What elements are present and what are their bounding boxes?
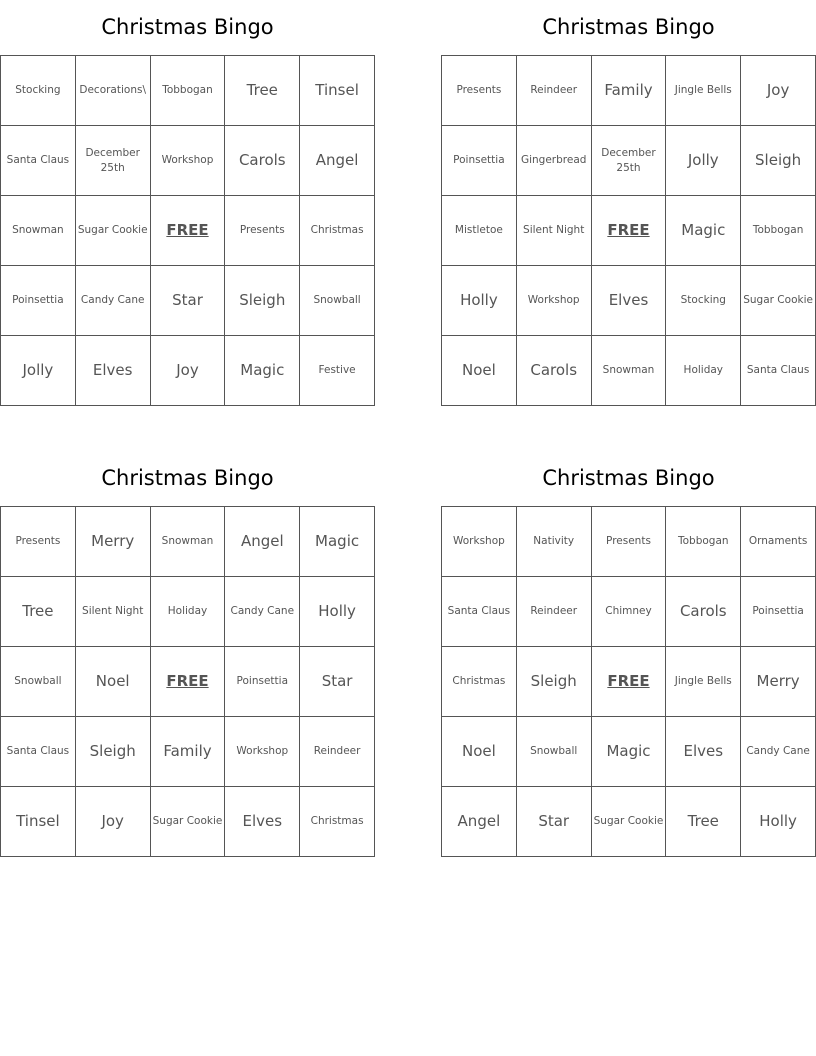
bingo-cell: Jingle Bells — [666, 647, 741, 717]
bingo-cell: Merry — [76, 507, 151, 577]
bingo-cell: Mistletoe — [442, 196, 517, 266]
bingo-cell: Sleigh — [517, 647, 592, 717]
bingo-cell: Star — [517, 787, 592, 857]
bingo-cell: Christmas — [442, 647, 517, 717]
bingo-cell: Noel — [76, 647, 151, 717]
bingo-cell: Candy Cane — [76, 266, 151, 336]
bingo-cell: Magic — [225, 336, 300, 406]
bingo-cell: Family — [151, 717, 226, 787]
bingo-cell: Candy Cane — [741, 717, 816, 787]
bingo-cell: Workshop — [151, 126, 226, 196]
bingo-cell: Elves — [76, 336, 151, 406]
bingo-cell: Poinsettia — [1, 266, 76, 336]
bingo-cell: Poinsettia — [442, 126, 517, 196]
bingo-cell: Tobbogan — [151, 56, 226, 126]
bingo-cell: Christmas — [300, 196, 375, 266]
free-space: FREE — [151, 647, 226, 717]
bingo-cell: Joy — [741, 56, 816, 126]
bingo-cell: December 25th — [76, 126, 151, 196]
bingo-cell: Snowman — [1, 196, 76, 266]
bingo-cell: Snowman — [592, 336, 667, 406]
bingo-cell: Merry — [741, 647, 816, 717]
bingo-cell: Nativity — [517, 507, 592, 577]
bingo-cell: Santa Claus — [1, 126, 76, 196]
bingo-cell: Noel — [442, 336, 517, 406]
bingo-card-3 — [0, 451, 375, 857]
free-space: FREE — [592, 647, 667, 717]
bingo-cell: Poinsettia — [225, 647, 300, 717]
bingo-cell: Elves — [666, 717, 741, 787]
bingo-cell: Tobbogan — [666, 507, 741, 577]
bingo-cell: Star — [300, 647, 375, 717]
bingo-cell: Tinsel — [300, 56, 375, 126]
bingo-cell: Star — [151, 266, 226, 336]
bingo-cell: Holiday — [666, 336, 741, 406]
bingo-cell: Santa Claus — [442, 577, 517, 647]
bingo-cell: Ornaments — [741, 507, 816, 577]
bingo-cell: Presents — [592, 507, 667, 577]
bingo-cell: Snowball — [517, 717, 592, 787]
bingo-cell: Sugar Cookie — [76, 196, 151, 266]
bingo-cell: Stocking — [666, 266, 741, 336]
bingo-cell: Noel — [442, 717, 517, 787]
bingo-cell: Jolly — [666, 126, 741, 196]
bingo-cell: Holly — [442, 266, 517, 336]
bingo-cell: Reindeer — [517, 56, 592, 126]
bingo-cell: Carols — [517, 336, 592, 406]
card-title: Christmas Bingo — [101, 466, 274, 490]
bingo-cell: Silent Night — [76, 577, 151, 647]
bingo-cell: Magic — [300, 507, 375, 577]
free-space: FREE — [151, 196, 226, 266]
card-title: Christmas Bingo — [101, 15, 274, 39]
bingo-cell: Gingerbread — [517, 126, 592, 196]
bingo-cell: Holly — [741, 787, 816, 857]
bingo-grid — [0, 506, 375, 857]
bingo-cell: Tobbogan — [741, 196, 816, 266]
bingo-cell: Tree — [225, 56, 300, 126]
bingo-cell: Sleigh — [76, 717, 151, 787]
bingo-cell: Joy — [76, 787, 151, 857]
bingo-cell: Reindeer — [517, 577, 592, 647]
bingo-cell: Reindeer — [300, 717, 375, 787]
bingo-cell: Decorations\ — [76, 56, 151, 126]
bingo-card-4 — [441, 451, 816, 857]
bingo-cell: Tree — [1, 577, 76, 647]
bingo-cell: Family — [592, 56, 667, 126]
bingo-cell: Angel — [442, 787, 517, 857]
bingo-cell: Snowball — [1, 647, 76, 717]
bingo-cell: Sugar Cookie — [151, 787, 226, 857]
bingo-cell: Carols — [666, 577, 741, 647]
bingo-cell: Tinsel — [1, 787, 76, 857]
bingo-cell: Snowman — [151, 507, 226, 577]
bingo-cell: Jingle Bells — [666, 56, 741, 126]
bingo-cell: Presents — [1, 507, 76, 577]
card-title: Christmas Bingo — [542, 15, 715, 39]
bingo-cell: Magic — [592, 717, 667, 787]
bingo-cell: Snowball — [300, 266, 375, 336]
bingo-cell: Angel — [300, 126, 375, 196]
bingo-cell: Elves — [225, 787, 300, 857]
bingo-cell: Sugar Cookie — [592, 787, 667, 857]
bingo-cell: Joy — [151, 336, 226, 406]
bingo-grid — [441, 506, 816, 857]
bingo-cell: Angel — [225, 507, 300, 577]
bingo-cell: Presents — [225, 196, 300, 266]
bingo-cell: Elves — [592, 266, 667, 336]
bingo-grid — [0, 55, 375, 406]
bingo-cell: Sugar Cookie — [741, 266, 816, 336]
bingo-grid — [441, 55, 816, 406]
bingo-cell: Holly — [300, 577, 375, 647]
bingo-cell: Workshop — [225, 717, 300, 787]
bingo-card-1 — [0, 0, 375, 406]
bingo-cell: Magic — [666, 196, 741, 266]
bingo-cell: December 25th — [592, 126, 667, 196]
bingo-cell: Santa Claus — [741, 336, 816, 406]
bingo-cell: Festive — [300, 336, 375, 406]
bingo-cell: Stocking — [1, 56, 76, 126]
free-space: FREE — [592, 196, 667, 266]
bingo-card-2 — [441, 0, 816, 406]
bingo-cell: Jolly — [1, 336, 76, 406]
bingo-cell: Tree — [666, 787, 741, 857]
bingo-cell: Workshop — [442, 507, 517, 577]
bingo-cell: Candy Cane — [225, 577, 300, 647]
bingo-cell: Santa Claus — [1, 717, 76, 787]
bingo-cell: Silent Night — [517, 196, 592, 266]
bingo-cell: Christmas — [300, 787, 375, 857]
bingo-cell: Carols — [225, 126, 300, 196]
bingo-cell: Sleigh — [741, 126, 816, 196]
bingo-cell: Holiday — [151, 577, 226, 647]
bingo-cell: Chimney — [592, 577, 667, 647]
bingo-cell: Presents — [442, 56, 517, 126]
bingo-cell: Poinsettia — [741, 577, 816, 647]
card-title: Christmas Bingo — [542, 466, 715, 490]
bingo-cell: Workshop — [517, 266, 592, 336]
bingo-cell: Sleigh — [225, 266, 300, 336]
